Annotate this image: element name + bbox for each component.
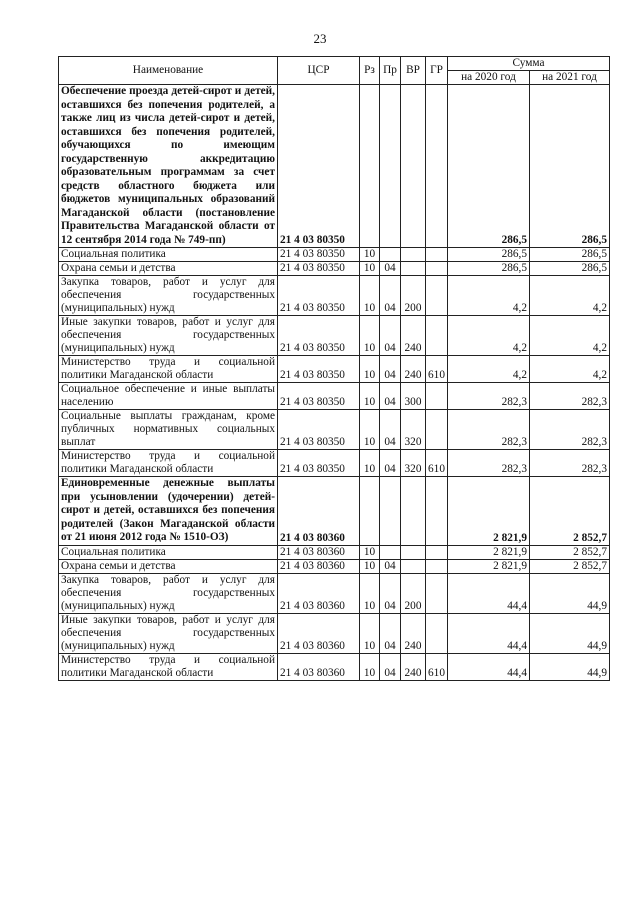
cell-amount-2021: 44,9 — [530, 653, 610, 680]
cell-amount-2021: 286,5 — [530, 85, 610, 248]
cell-rz: 10 — [360, 383, 380, 410]
header-year-2021: на 2021 год — [530, 71, 610, 85]
cell-amount-2020: 4,2 — [448, 316, 530, 356]
cell-name: Социальная политика — [59, 248, 278, 262]
cell-rz: 10 — [360, 316, 380, 356]
cell-amount-2020: 2 821,9 — [448, 477, 530, 546]
cell-pr: 04 — [380, 653, 401, 680]
cell-csr: 21 4 03 80360 — [278, 545, 360, 559]
cell-amount-2021: 286,5 — [530, 248, 610, 262]
cell-amount-2020: 282,3 — [448, 410, 530, 450]
table-row — [59, 248, 610, 262]
header-vr: ВР — [401, 57, 426, 85]
cell-amount-2021: 282,3 — [530, 450, 610, 477]
cell-vr: 300 — [401, 383, 426, 410]
cell-name: Обеспечение проезда детей-сирот и детей, оставшихся без попечения родителей, а также лиц из числа детей-сирот и детей, оставшихся без попечения родителей, обучающихся по имеющим государственную аккредитацию образовательным программам за счет средств областного бюджета или бюджетов муниципальных образований Магаданской области (постановление Правительства Магаданской области от 12 сентября 2014 года № 749-пп) — [59, 85, 278, 248]
cell-vr — [401, 545, 426, 559]
cell-csr: 21 4 03 80360 — [278, 573, 360, 613]
cell-amount-2021: 4,2 — [530, 276, 610, 316]
cell-vr — [401, 477, 426, 546]
cell-vr: 240 — [401, 653, 426, 680]
cell-name: Министерство труда и социальной политики Магаданской области — [59, 450, 278, 477]
cell-vr: 200 — [401, 573, 426, 613]
cell-rz: 10 — [360, 653, 380, 680]
cell-amount-2020: 286,5 — [448, 248, 530, 262]
budget-table — [58, 56, 610, 681]
cell-name: Иные закупки товаров, работ и услуг для обеспечения государственных (муниципальных) нужд — [59, 613, 278, 653]
header-pr: Пр — [380, 57, 401, 85]
cell-pr: 04 — [380, 450, 401, 477]
table-row — [59, 613, 610, 653]
cell-vr — [401, 262, 426, 276]
cell-name: Закупка товаров, работ и услуг для обеспечения государственных (муниципальных) нужд — [59, 573, 278, 613]
cell-vr: 240 — [401, 613, 426, 653]
cell-name: Охрана семьи и детства — [59, 262, 278, 276]
cell-rz — [360, 85, 380, 248]
cell-amount-2021: 44,9 — [530, 613, 610, 653]
table-row — [59, 653, 610, 680]
cell-pr — [380, 477, 401, 546]
cell-pr: 04 — [380, 559, 401, 573]
cell-gr — [426, 545, 448, 559]
cell-amount-2021: 44,9 — [530, 573, 610, 613]
table-row — [59, 559, 610, 573]
cell-name: Социальная политика — [59, 545, 278, 559]
cell-pr — [380, 545, 401, 559]
table-row — [59, 85, 610, 248]
cell-rz: 10 — [360, 573, 380, 613]
cell-rz: 10 — [360, 262, 380, 276]
cell-gr — [426, 248, 448, 262]
cell-csr: 21 4 03 80350 — [278, 262, 360, 276]
header-gr: ГР — [426, 57, 448, 85]
cell-pr: 04 — [380, 276, 401, 316]
cell-rz: 10 — [360, 545, 380, 559]
cell-amount-2021: 4,2 — [530, 356, 610, 383]
cell-gr — [426, 316, 448, 356]
cell-amount-2021: 282,3 — [530, 410, 610, 450]
cell-amount-2021: 4,2 — [530, 316, 610, 356]
cell-rz: 10 — [360, 559, 380, 573]
cell-name: Единовременные денежные выплаты при усыновлении (удочерении) детей-сирот и детей, оставшихся без попечения родителей (Закон Магаданской области от 21 июня 2012 года № 1510-ОЗ) — [59, 477, 278, 546]
cell-gr — [426, 383, 448, 410]
cell-name: Министерство труда и социальной политики Магаданской области — [59, 653, 278, 680]
cell-csr: 21 4 03 80350 — [278, 356, 360, 383]
table-row — [59, 477, 610, 546]
table-body — [59, 85, 610, 681]
cell-name: Охрана семьи и детства — [59, 559, 278, 573]
cell-pr: 04 — [380, 613, 401, 653]
cell-gr — [426, 262, 448, 276]
cell-amount-2020: 2 821,9 — [448, 559, 530, 573]
cell-rz: 10 — [360, 613, 380, 653]
cell-vr: 240 — [401, 316, 426, 356]
cell-csr: 21 4 03 80360 — [278, 613, 360, 653]
cell-pr: 04 — [380, 356, 401, 383]
table-row — [59, 410, 610, 450]
cell-gr — [426, 573, 448, 613]
cell-amount-2021: 282,3 — [530, 383, 610, 410]
cell-amount-2020: 286,5 — [448, 85, 530, 248]
table-row — [59, 262, 610, 276]
table-row — [59, 545, 610, 559]
cell-rz: 10 — [360, 410, 380, 450]
cell-amount-2021: 2 852,7 — [530, 559, 610, 573]
cell-vr: 240 — [401, 356, 426, 383]
table-row — [59, 316, 610, 356]
cell-gr — [426, 85, 448, 248]
cell-pr: 04 — [380, 383, 401, 410]
cell-amount-2020: 286,5 — [448, 262, 530, 276]
cell-amount-2020: 4,2 — [448, 356, 530, 383]
cell-amount-2020: 282,3 — [448, 383, 530, 410]
cell-pr: 04 — [380, 573, 401, 613]
page-number: 23 — [313, 31, 327, 46]
header-sum: Сумма — [448, 57, 610, 71]
cell-amount-2021: 2 852,7 — [530, 477, 610, 546]
cell-gr — [426, 477, 448, 546]
cell-amount-2020: 282,3 — [448, 450, 530, 477]
cell-gr — [426, 410, 448, 450]
cell-csr: 21 4 03 80360 — [278, 559, 360, 573]
header-name: Наименование — [59, 57, 278, 85]
cell-name: Социальные выплаты гражданам, кроме публичных нормативных социальных выплат — [59, 410, 278, 450]
cell-amount-2020: 44,4 — [448, 613, 530, 653]
cell-gr: 610 — [426, 653, 448, 680]
cell-rz — [360, 477, 380, 546]
cell-csr: 21 4 03 80350 — [278, 316, 360, 356]
cell-csr: 21 4 03 80360 — [278, 653, 360, 680]
cell-rz: 10 — [360, 276, 380, 316]
cell-name: Министерство труда и социальной политики Магаданской области — [59, 356, 278, 383]
header-csr: ЦСР — [278, 57, 360, 85]
table-row — [59, 573, 610, 613]
table-row — [59, 450, 610, 477]
cell-amount-2021: 2 852,7 — [530, 545, 610, 559]
cell-gr — [426, 559, 448, 573]
cell-pr: 04 — [380, 262, 401, 276]
table-row — [59, 383, 610, 410]
cell-csr: 21 4 03 80350 — [278, 85, 360, 248]
cell-pr — [380, 248, 401, 262]
header-year-2020: на 2020 год — [448, 71, 530, 85]
cell-amount-2021: 286,5 — [530, 262, 610, 276]
cell-gr — [426, 276, 448, 316]
cell-csr: 21 4 03 80350 — [278, 383, 360, 410]
cell-vr: 200 — [401, 276, 426, 316]
cell-csr: 21 4 03 80350 — [278, 410, 360, 450]
cell-pr: 04 — [380, 410, 401, 450]
cell-csr: 21 4 03 80350 — [278, 450, 360, 477]
cell-vr: 320 — [401, 410, 426, 450]
cell-gr: 610 — [426, 356, 448, 383]
cell-rz: 10 — [360, 450, 380, 477]
cell-amount-2020: 2 821,9 — [448, 545, 530, 559]
cell-csr: 21 4 03 80350 — [278, 276, 360, 316]
cell-gr: 610 — [426, 450, 448, 477]
cell-amount-2020: 4,2 — [448, 276, 530, 316]
cell-vr — [401, 559, 426, 573]
cell-gr — [426, 613, 448, 653]
cell-name: Закупка товаров, работ и услуг для обеспечения государственных (муниципальных) нужд — [59, 276, 278, 316]
cell-rz: 10 — [360, 248, 380, 262]
cell-csr: 21 4 03 80350 — [278, 248, 360, 262]
cell-amount-2020: 44,4 — [448, 573, 530, 613]
cell-pr — [380, 85, 401, 248]
cell-vr: 320 — [401, 450, 426, 477]
cell-vr — [401, 248, 426, 262]
header-rz: Рз — [360, 57, 380, 85]
cell-csr: 21 4 03 80360 — [278, 477, 360, 546]
cell-vr — [401, 85, 426, 248]
cell-rz: 10 — [360, 356, 380, 383]
cell-name: Социальное обеспечение и иные выплаты населению — [59, 383, 278, 410]
cell-name: Иные закупки товаров, работ и услуг для обеспечения государственных (муниципальных) нужд — [59, 316, 278, 356]
cell-amount-2020: 44,4 — [448, 653, 530, 680]
table-row — [59, 276, 610, 316]
cell-pr: 04 — [380, 316, 401, 356]
table-row — [59, 356, 610, 383]
